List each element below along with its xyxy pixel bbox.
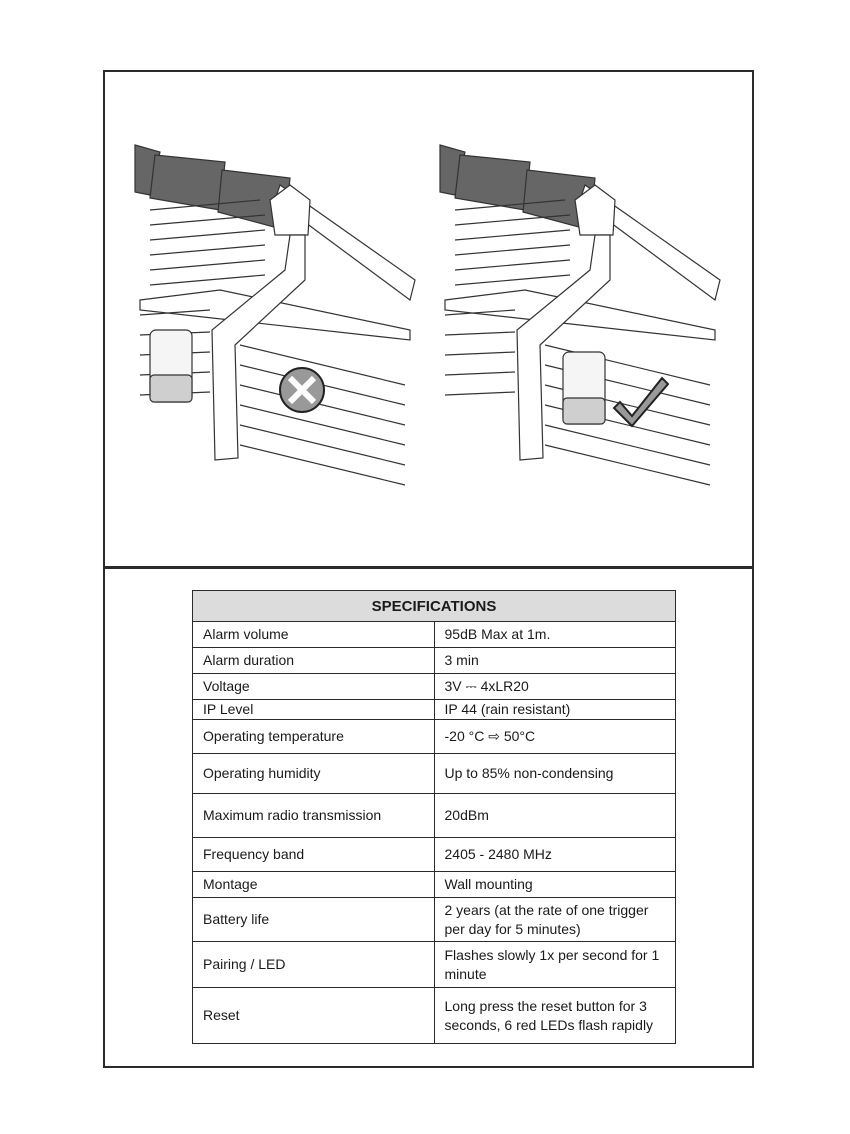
table-row [193,872,676,898]
spec-label: Reset [193,988,435,1044]
spec-value: -20 °C ⇨ 50°C [434,720,676,754]
spec-label: IP Level [193,700,435,720]
table-row [193,988,676,1044]
table-row [193,754,676,794]
table-row [193,700,676,720]
spec-value: 3 min [434,648,676,674]
spec-value: IP 44 (rain resistant) [434,700,676,720]
table-row [193,622,676,648]
spec-label: Maximum radio transmission [193,794,435,838]
spec-value: 2405 - 2480 MHz [434,838,676,872]
spec-value: Flashes slowly 1x per second for 1 minute [434,942,676,988]
table-row [193,838,676,872]
installation-illustration [130,140,730,500]
table-row [193,674,676,700]
spec-value: 95dB Max at 1m. [434,622,676,648]
table-row [193,794,676,838]
table-row [193,942,676,988]
spec-label: Voltage [193,674,435,700]
cross-icon [280,368,324,412]
specifications-title: SPECIFICATIONS [193,591,676,622]
spec-label: Alarm volume [193,622,435,648]
spec-label: Battery life [193,898,435,942]
correct-placement-scene [440,145,720,485]
section-divider [103,566,754,569]
spec-value: 2 years (at the rate of one trigger per day for 5 minutes) [434,898,676,942]
spec-label: Pairing / LED [193,942,435,988]
table-row [193,648,676,674]
spec-label: Frequency band [193,838,435,872]
spec-value: 3V ⎓ 4xLR20 [434,674,676,700]
spec-label: Operating humidity [193,754,435,794]
spec-label: Alarm duration [193,648,435,674]
check-icon [614,378,668,426]
spec-label: Operating temperature [193,720,435,754]
table-row [193,720,676,754]
specifications-table [192,590,676,1044]
spec-value: Wall mounting [434,872,676,898]
table-row [193,898,676,942]
incorrect-placement-scene [135,145,415,485]
spec-value: 20dBm [434,794,676,838]
spec-value: Long press the reset button for 3 seconds, 6 red LEDs flash rapidly [434,988,676,1044]
spec-label: Montage [193,872,435,898]
table-header-row [193,591,676,622]
spec-value: Up to 85% non-condensing [434,754,676,794]
